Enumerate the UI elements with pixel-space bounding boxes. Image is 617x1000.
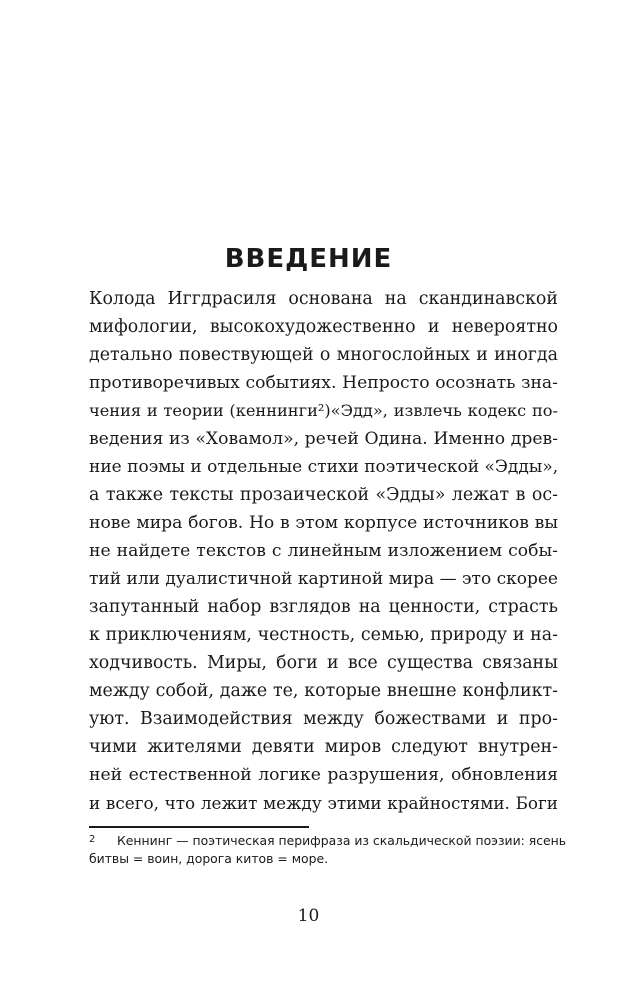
body-line: не найдете текстов с линейным изложением собы- [89, 541, 558, 561]
body-line: к приключениям, честность, семью, природу и на- [89, 625, 558, 645]
body-line: и всего, что лежит между этими крайностями. Боги [89, 793, 558, 813]
body-line: между собой, даже те, которые внешне конфликт- [89, 681, 558, 701]
body-line: нове мира богов. Но в этом корпусе источников вы [89, 513, 558, 533]
page-number: 10 [297, 906, 320, 926]
body-line: чими жителями девяти миров следуют внутрен- [89, 737, 558, 757]
chapter-heading: ВВЕДЕНИЕ [224, 244, 393, 274]
body-line: мифологии, высокохудожественно и невероятно [89, 317, 558, 337]
body-line: уют. Взаимодействия между божествами и про- [89, 709, 558, 729]
footnote-line: Кеннинг — поэтическая перифраза из скальдической поэзии: ясень [117, 833, 567, 848]
body-line: а также тексты прозаической «Эдды» лежат в ос- [89, 485, 558, 505]
body-line: ние поэмы и отдельные стихи поэтической «Эдды», [89, 457, 559, 477]
body-line: ней естественной логике разрушения, обновления [89, 765, 558, 785]
body-line: чения и теории (кеннинги²)«Эдд», извлечь кодекс по- [89, 401, 558, 420]
body-line: запутанный набор взглядов на ценности, страсть [89, 597, 558, 617]
body-line: тий или дуалистичной картиной мира — это скорее [89, 569, 558, 589]
body-line: Колода Иггдрасиля основана на скандинавской [89, 289, 558, 309]
footnote-number: 2 [89, 834, 96, 845]
body-line: ведения из «Ховамол», речей Одина. Именно древ- [89, 429, 558, 449]
body-line: противоречивых событиях. Непросто осознать зна- [89, 373, 558, 393]
footnote-line: битвы = воин, дорога китов = море. [89, 851, 329, 866]
footnote-divider [89, 826, 309, 828]
body-line: ходчивость. Миры, боги и все существа связаны [89, 653, 558, 673]
body-line: детально повествующей о многослойных и иногда [89, 345, 558, 365]
